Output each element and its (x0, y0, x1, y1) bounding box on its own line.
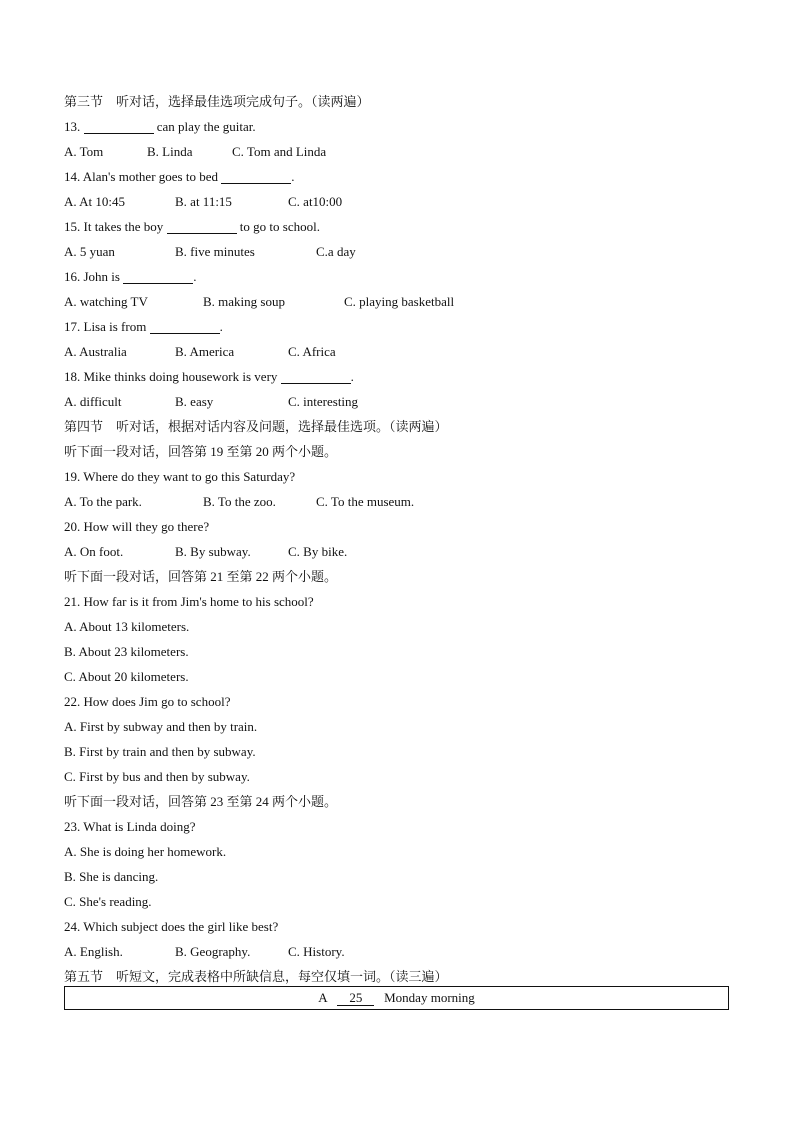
question-20-options (64, 539, 730, 564)
option-b: B. About 23 kilometers. (64, 644, 189, 659)
option-a: A. Tom (64, 144, 104, 159)
question-13-post: can play the guitar. (153, 119, 256, 134)
option-c: C. History. (288, 944, 345, 959)
listening-section (64, 89, 730, 989)
question-16-pre: 16. John is (64, 269, 124, 284)
question-19: 19. Where do they want to go this Saturday? (64, 469, 296, 484)
option-c: C. By bike. (288, 544, 348, 559)
option-b: B. America (175, 344, 235, 359)
question-14-options (64, 189, 730, 214)
option-b: B. easy (175, 394, 214, 409)
option-b: B. She is dancing. (64, 869, 159, 884)
option-a: A. She is doing her homework. (64, 844, 227, 859)
option-c: C. at10:00 (288, 194, 343, 209)
question-18-pre: 18. Mike thinks doing housework is very (64, 369, 281, 384)
option-a: A. English. (64, 944, 123, 959)
section-4-heading: 第四节 听对话，根据对话内容及问题，选择最佳选项。（读两遍） (64, 419, 448, 434)
option-c: C. To the museum. (316, 494, 415, 509)
option-a: A. difficult (64, 394, 122, 409)
option-b: B. First by train and then by subway. (64, 744, 256, 759)
question-17 (64, 314, 730, 339)
option-a: A. To the park. (64, 494, 142, 509)
option-c: C. Africa (288, 344, 336, 359)
question-24: 24. Which subject does the girl like best? (64, 919, 279, 934)
answer-blank (221, 169, 291, 184)
option-a: A. First by subway and then by train. (64, 719, 258, 734)
table-row-label: A (318, 990, 328, 1005)
option-a: A. Australia (64, 344, 127, 359)
question-17-options (64, 339, 730, 364)
group-instruction: 听下面一段对话，回答第 21 至第 22 两个小题。 (64, 569, 338, 584)
answer-blank-25[interactable]: 25 (337, 990, 374, 1006)
question-20: 20. How will they go there? (64, 519, 210, 534)
info-table-row (64, 986, 729, 1010)
answer-blank (123, 269, 193, 284)
question-16-post: . (193, 269, 197, 284)
question-23: 23. What is Linda doing? (64, 819, 196, 834)
question-17-post: . (219, 319, 223, 334)
option-b: B. at 11:15 (175, 194, 232, 209)
question-14 (64, 164, 730, 189)
option-b: B. five minutes (175, 244, 255, 259)
option-c: C. She's reading. (64, 894, 152, 909)
answer-blank (167, 219, 237, 234)
option-b: B. Geography. (175, 944, 251, 959)
table-row-text: Monday morning (384, 990, 475, 1005)
question-17-pre: 17. Lisa is from (64, 319, 150, 334)
question-14-pre: 14. Alan's mother goes to bed (64, 169, 222, 184)
answer-blank (84, 119, 154, 134)
option-b: B. making soup (203, 294, 285, 309)
option-b: B. Linda (147, 144, 193, 159)
question-14-post: . (291, 169, 295, 184)
option-c: C. About 20 kilometers. (64, 669, 189, 684)
option-a: A. About 13 kilometers. (64, 619, 190, 634)
answer-blank (150, 319, 220, 334)
option-a: A. 5 yuan (64, 244, 115, 259)
question-24-options (64, 939, 730, 964)
question-18-options (64, 389, 730, 414)
question-21: 21. How far is it from Jim's home to his school? (64, 594, 314, 609)
group-instruction: 听下面一段对话，回答第 23 至第 24 两个小题。 (64, 794, 338, 809)
question-13-options (64, 139, 730, 164)
section-3-heading: 第三节 听对话，选择最佳选项完成句子。（读两遍） (64, 94, 370, 109)
option-a: A. On foot. (64, 544, 124, 559)
question-13-pre: 13. (64, 119, 84, 134)
option-a: A. At 10:45 (64, 194, 126, 209)
option-c: C. interesting (288, 394, 359, 409)
question-15-post: to go to school. (236, 219, 320, 234)
option-c: C.a day (316, 244, 356, 259)
answer-blank (281, 369, 351, 384)
option-a: A. watching TV (64, 294, 148, 309)
question-15-options (64, 239, 730, 264)
option-c: C. playing basketball (344, 294, 455, 309)
option-b: B. By subway. (175, 544, 251, 559)
option-c: C. First by bus and then by subway. (64, 769, 250, 784)
option-c: C. Tom and Linda (232, 144, 327, 159)
question-16-options (64, 289, 730, 314)
question-15 (64, 214, 730, 239)
option-b: B. To the zoo. (203, 494, 276, 509)
question-15-pre: 15. It takes the boy (64, 219, 167, 234)
section-5-heading: 第五节 听短文，完成表格中所缺信息，每空仅填一词。（读三遍） (64, 969, 448, 984)
question-16 (64, 264, 730, 289)
question-22: 22. How does Jim go to school? (64, 694, 231, 709)
group-instruction: 听下面一段对话，回答第 19 至第 20 两个小题。 (64, 444, 338, 459)
question-13 (64, 114, 730, 139)
question-19-options (64, 489, 730, 514)
question-18-post: . (350, 369, 354, 384)
question-18 (64, 364, 730, 389)
